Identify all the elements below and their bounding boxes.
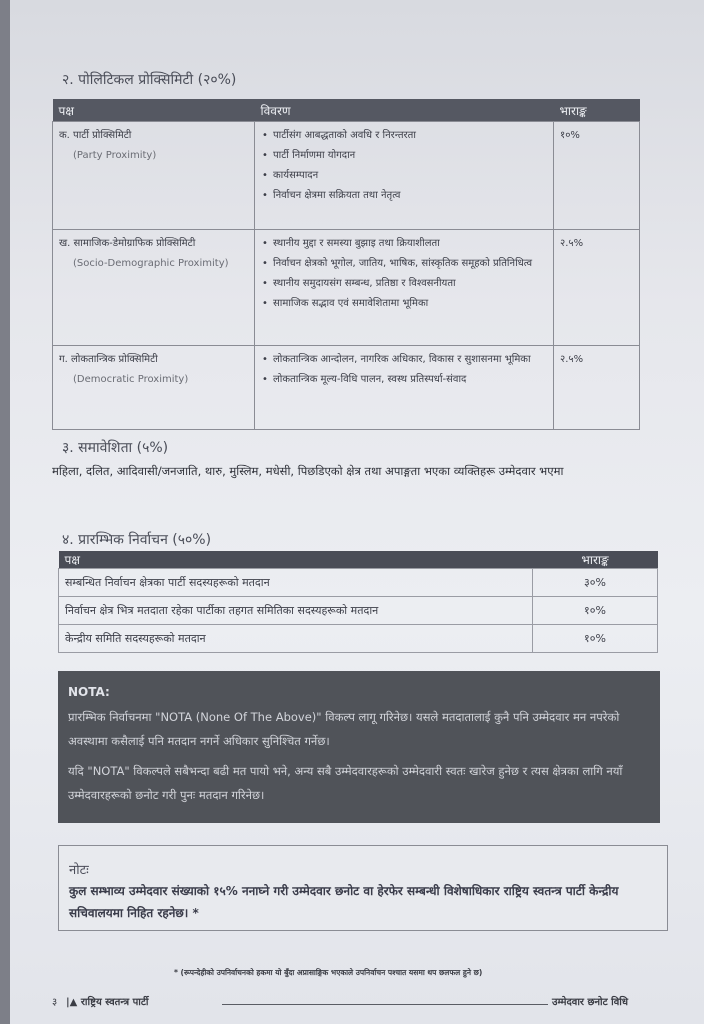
note-body: कुल सम्भाव्य उम्मेदवार संख्याको १५% ननाघ्ने गरी उम्मेदवार छनोट वा हेरफेर सम्बन्धी विशेषाधिकार राष्ट्रिय स्वतन्त्र पार्टी केन्द्रीय सचिवालयमा निहित रहनेछ। *: [69, 884, 619, 920]
col-header-weight: भाराङ्क: [554, 99, 640, 122]
table-row: [59, 569, 658, 597]
row-label: सम्बन्धित निर्वाचन क्षेत्रका पार्टी सदस्यहरूको मतदान: [59, 569, 533, 597]
nota-box: [58, 671, 660, 823]
primary-election-table: [58, 551, 658, 653]
footer-divider: [222, 1004, 548, 1005]
list-item: • निर्वाचन क्षेत्रमा सक्रियता तथा नेतृत्व: [273, 186, 547, 206]
row-aspect: क. पार्टी प्रोक्सिमिटी: [59, 130, 132, 141]
nota-title: NOTA:: [68, 685, 110, 699]
party-logo-icon: |▲: [66, 997, 81, 1008]
row-weight: १०%: [554, 122, 640, 230]
row-weight: १०%: [533, 625, 658, 653]
section4-title: ४. प्रारम्भिक निर्वाचन (५०%): [62, 532, 212, 548]
list-item: • पार्टी निर्माणमा योगदान: [273, 146, 547, 166]
list-item: • लोकतान्त्रिक मूल्य-विधि पालन, स्वस्थ प्रतिस्पर्धा-संवाद: [273, 370, 547, 390]
section3-body: महिला, दलित, आदिवासी/जनजाति, थारु, मुस्लिम, मधेसी, पिछडिएको क्षेत्र तथा अपाङ्गता भएका व्यक्तिहरू उम्मेदवार भएमा: [52, 464, 564, 478]
table-row: [53, 230, 640, 346]
section2-title: २. पोलिटिकल प्रोक्सिमिटी (२०%): [62, 72, 237, 88]
table-row: [59, 597, 658, 625]
col-header-details: विवरण: [255, 99, 554, 122]
row-aspect-en: (Party Proximity): [73, 150, 157, 161]
table-row: [53, 122, 640, 230]
row-aspect-en: (Socio-Demographic Proximity): [73, 258, 229, 269]
list-item: • स्थानीय समुदायसंग सम्बन्ध, प्रतिष्ठा र विश्वसनीयता: [273, 274, 547, 294]
nota-paragraph: यदि "NOTA" विकल्पले सबैभन्दा बढी मत पायो भने, अन्य सबै उम्मेदवारहरूको उम्मेदवारी स्वतः खारेज हुनेछ र त्यस क्षेत्रका लागि नयाँ उम्मेदवारहरूको छनोट गरी पुनः मतदान गरिनेछ।: [68, 764, 623, 802]
party-name: राष्ट्रिय स्वतन्त्र पार्टी: [80, 997, 149, 1008]
list-item: • सामाजिक सद्भाव एवं समावेशितामा भूमिका: [273, 294, 547, 314]
row-weight: १०%: [533, 597, 658, 625]
list-item: • पार्टीसंग आबद्धताको अवधि र निरन्तरता: [273, 126, 547, 146]
nota-paragraph: प्रारम्भिक निर्वाचनमा "NOTA (None Of The Above)" विकल्प लागू गरिनेछ। यसले मतदातालाई कुनै पनि उम्मेदवार मन नपरेको अवस्थामा कसैलाई पनि मतदान नगर्ने अधिकार सुनिश्चित गर्नेछ।: [68, 710, 620, 748]
list-item: • स्थानीय मुद्दा र समस्या बुझाइ तथा क्रियाशीलता: [273, 234, 547, 254]
row-aspect: ग. लोकतान्त्रिक प्रोक्सिमिटी: [59, 354, 158, 365]
document-name: उम्मेदवार छनोट विधि: [552, 997, 629, 1008]
note-title: नोटः: [69, 863, 89, 878]
row-label: केन्द्रीय समिति सदस्यहरूको मतदान: [59, 625, 533, 653]
page-number: ३: [52, 997, 58, 1008]
footnote: * (रूपन्देहीको उपनिर्वाचनको हकमा यो बुँदा अप्रासाङ्गिक भएकाले उपनिर्वाचन पश्चात यसमा थप छलफल हुने छ): [174, 968, 483, 977]
list-item: • लोकतान्त्रिक आन्दोलन, नागरिक अधिकार, विकास र सुशासनमा भूमिका: [273, 350, 547, 370]
row-weight: ३०%: [533, 569, 658, 597]
note-box: [58, 845, 668, 931]
footer-brand: [66, 994, 149, 1008]
list-item: • कार्यसम्पादन: [273, 166, 547, 186]
row-label: निर्वाचन क्षेत्र भित्र मतदाता रहेका पार्टीका तहगत समितिका सदस्यहरूको मतदान: [59, 597, 533, 625]
row-weight: २.५%: [554, 230, 640, 346]
col-header-weight: भाराङ्क: [533, 551, 658, 569]
table-row: [59, 625, 658, 653]
table-row: [53, 346, 640, 430]
col-header-aspect: पक्ष: [59, 551, 533, 569]
row-aspect: ख. सामाजिक-डेमोग्राफिक प्रोक्सिमिटी: [59, 238, 196, 249]
col-header-aspect: पक्ष: [53, 99, 255, 122]
list-item: • निर्वाचन क्षेत्रको भूगोल, जातिय, भाषिक, सांस्कृतिक समूहको प्रतिनिधित्व: [273, 254, 547, 274]
section3-title: ३. समावेशिता (५%): [62, 440, 169, 456]
row-aspect-en: (Democratic Proximity): [73, 374, 189, 385]
row-weight: २.५%: [554, 346, 640, 430]
proximity-table: [52, 99, 640, 430]
